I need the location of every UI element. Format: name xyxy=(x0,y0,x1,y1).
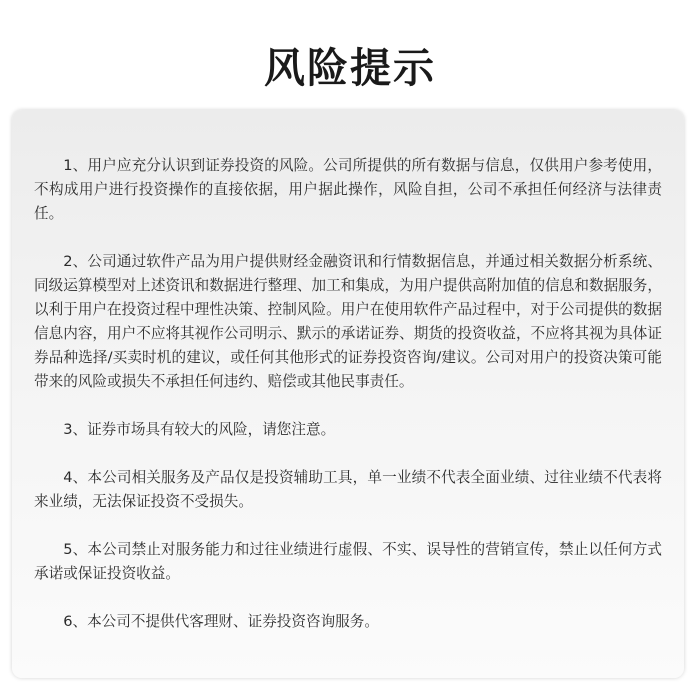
notice-item-5: 5、本公司禁止对服务能力和过往业绩进行虚假、不实、误导性的营销宣传，禁止以任何方式承诺或保证投资收益。 xyxy=(34,541,662,582)
page-title: 风险提示 xyxy=(264,44,436,92)
notice-item-1: 1、用户应充分认识到证券投资的风险。公司所提供的所有数据与信息，仅供用户参考使用，不构成用户进行投资操作的直接依据，用户据此操作，风险自担，公司不承担任何经济与法律责任。 xyxy=(34,157,662,222)
notice-item-2: 2、公司通过软件产品为用户提供财经金融资讯和行情数据信息，并通过相关数据分析系统、同级运算模型对上述资讯和数据进行整理、加工和集成，为用户提供高附加值的信息和数据服务，以利于用户在投资过程中理性决策、控制风险。用户在使用软件产品过程中，对于公司提供的数据信息内容，用户不应将其视作公司明示、默示的承诺证券、期货的投资收益，不应将其视为具体证券品种选择/买卖时机的建议，或任何其他形式的证券投资咨询/建议。公司对用户的投资决策可能带来的风险或损失不承担任何违约、赔偿或其他民事责任。 xyxy=(34,253,662,390)
notice-item-6: 6、本公司不提供代客理财、证券投资咨询服务。 xyxy=(63,613,379,630)
risk-notice-panel xyxy=(12,110,684,678)
notice-item-4: 4、本公司相关服务及产品仅是投资辅助工具，单一业绩不代表全面业绩、过往业绩不代表将来业绩，无法保证投资不受损失。 xyxy=(34,469,662,510)
notice-item-3: 3、证券市场具有较大的风险，请您注意。 xyxy=(63,421,336,438)
